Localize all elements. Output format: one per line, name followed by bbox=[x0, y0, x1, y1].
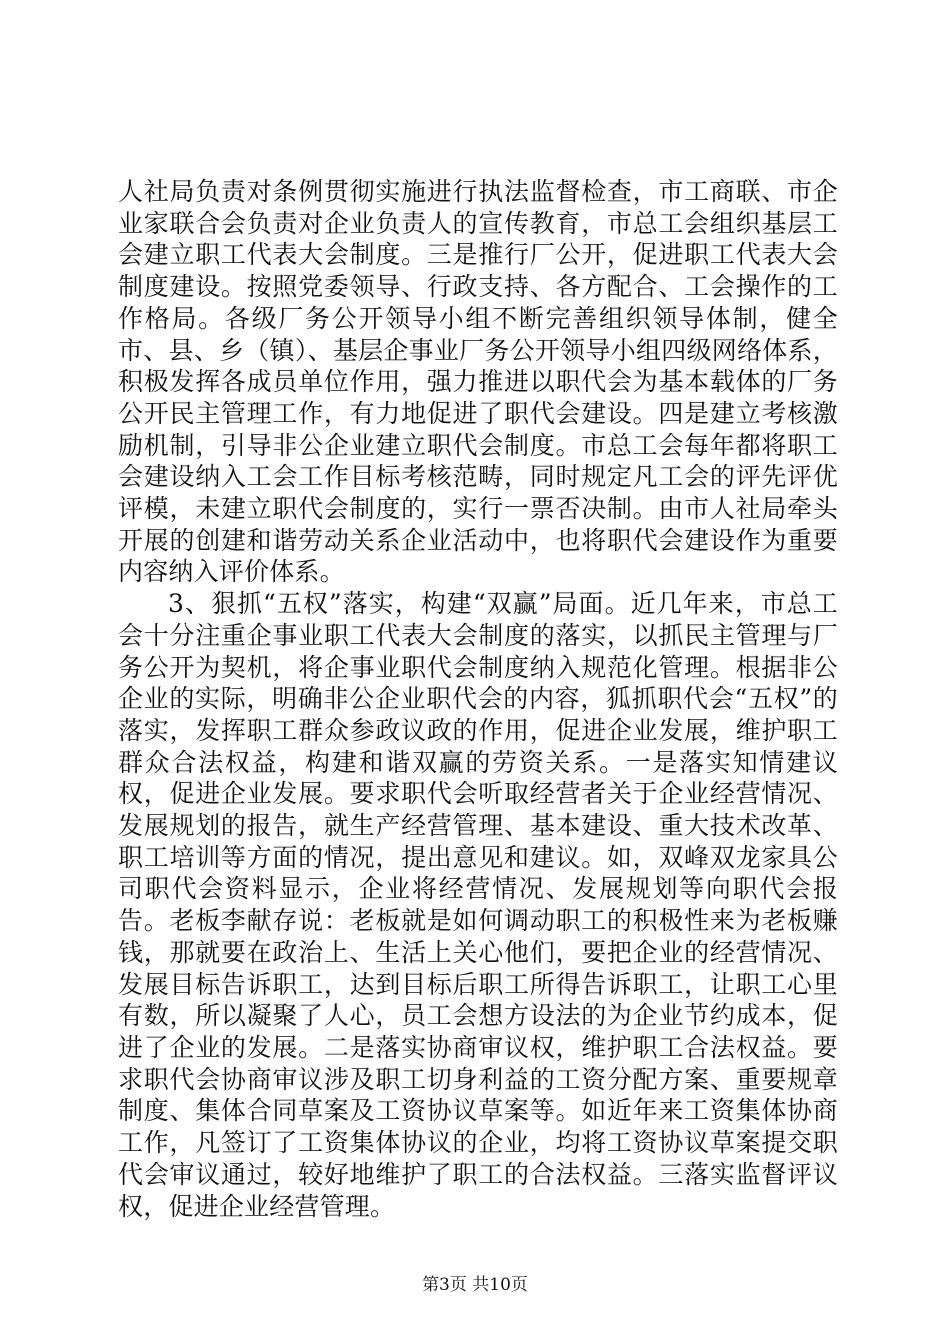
paragraph-2: 3、狠抓“五权”落实，构建“双赢”局面。近几年来，市总工会十分注重企事业职工代表大会制度的落实，以抓民主管理与厂务公开为契机，将企事业职代会制度纳入规范化管理。根据非公企业的实际，明确非公企业职代会的内容，狐抓职代会“五权”的落实，发挥职工群众参政议政的作用，促进企业发展，维护职工群众合法权益，构建和谐双赢的劳资关系。一是落实知情建议权，促进企业发展。要求职代会听取经营者关于企业经营情况、发展规划的报告，就生产经营管理、基本建设、重大技术改革、职工培训等方面的情况，提出意见和建议。如，双峰双龙家具公司职代会资料显示，企业将经营情况、发展规划等向职代会报告。老板李献存说：老板就是如何调动职工的积极性来为老板赚钱，那就要在政治上、生活上关心他们，要把企业的经营情况、发展目标告诉职工，达到目标后职工所得告诉职工，让职工心里有数，所以凝聚了人心，员工会想方设法的为企业节约成本，促进了企业的发展。二是落实协商审议权，维护职工合法权益。要求职代会协商审议涉及职工切身利益的工资分配方案、重要规章制度、集体合同草案及工资协议草案等。如近年来工资集体协商工作，凡签订了工资集体协议的企业，均将工资协议草案提交职代会审议通过，较好地维护了职工的合法权益。三落实监督评议权，促进企业经营管理。 bbox=[118, 589, 838, 1221]
paragraph-1: 人社局负责对条例贯彻实施进行执法监督检查，市工商联、市企业家联合会负责对企业负责人的宣传教育，市总工会组织基层工会建立职工代表大会制度。三是推行厂公开，促进职工代表大会制度建设。按照党委领导、行政支持、各方配合、工会操作的工作格局。各级厂务公开领导小组不断完善组织领导体制，健全市、县、乡（镇）、基层企事业厂务公开领导小组四级网络体系，积极发挥各成员单位作用，强力推进以职代会为基本载体的厂务公开民主管理工作，有力地促进了职代会建设。四是建立考核激励机制，引导非公企业建立职代会制度。市总工会每年都将职工会建设纳入工会工作目标考核范畴，同时规定凡工会的评先评优评模，未建立职代会制度的，实行一票否决制。由市人社局牵头开展的创建和谐劳动关系企业活动中，也将职代会建设作为重要内容纳入评价体系。 bbox=[118, 177, 838, 587]
page-footer: 第3页 共10页 bbox=[422, 1275, 528, 1295]
document-body bbox=[118, 176, 838, 1222]
